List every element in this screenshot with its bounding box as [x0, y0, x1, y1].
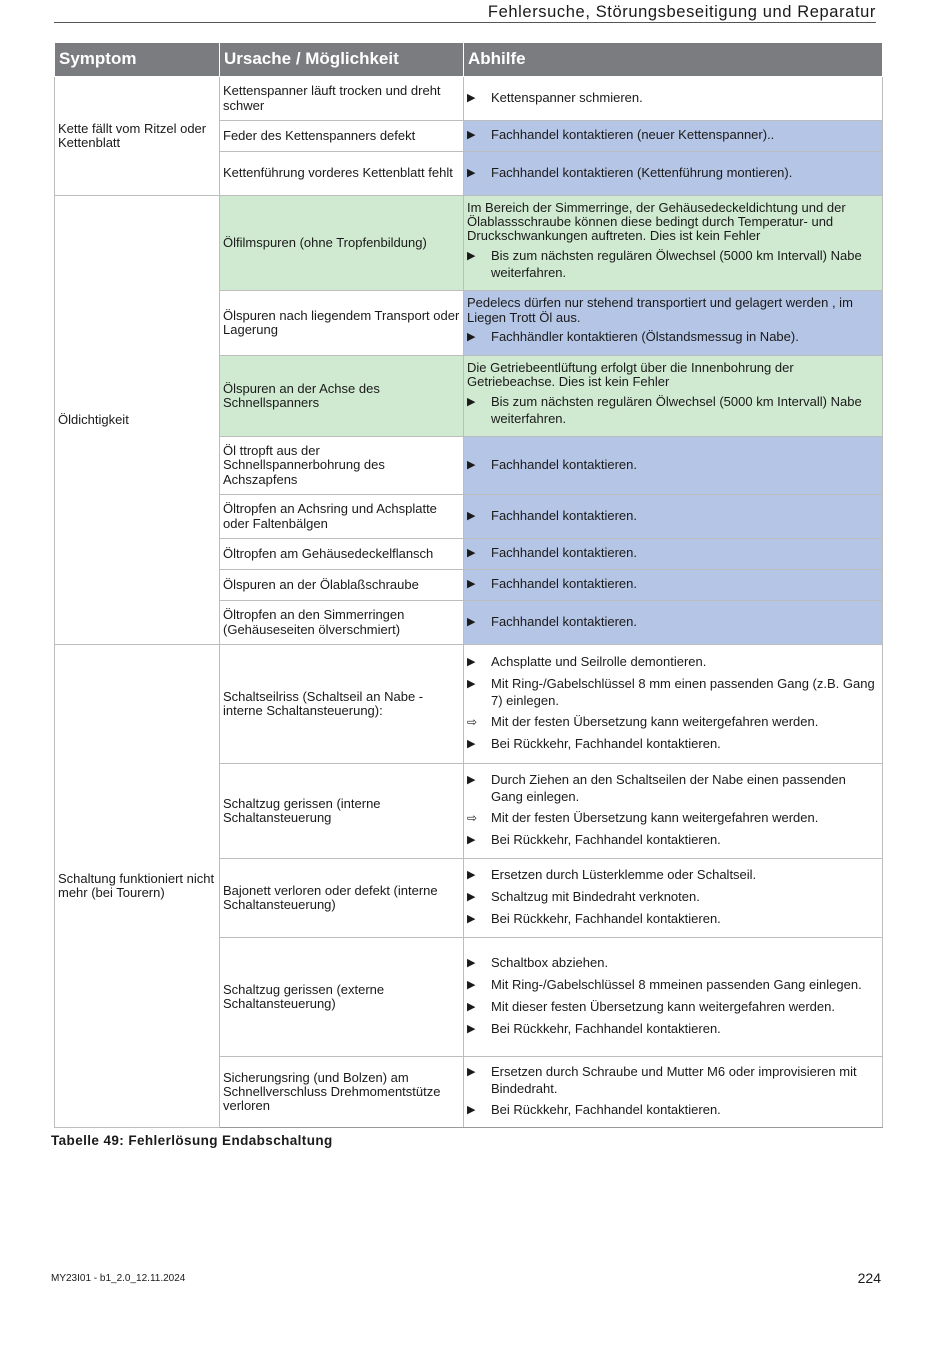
- result-arrow-icon: ⇨: [467, 811, 478, 826]
- troubleshooting-table: [54, 42, 883, 1128]
- remedy-step: ▶ Mit dieser festen Übersetzung kann weitergefahren werden.: [467, 999, 835, 1014]
- cause-cell: Kettenspanner läuft trocken und dreht schwer: [220, 77, 464, 121]
- remedy-step: ▶ Bis zum nächsten regulären Ölwechsel (5000 km Intervall) Nabe weiterfahren.: [467, 393, 862, 426]
- bullet-arrow-icon: ▶: [467, 547, 476, 559]
- bullet-arrow-icon: ▶: [467, 395, 476, 408]
- page-number: 224: [857, 1270, 881, 1286]
- remedy-step: ▶ Fachhandel kontaktieren (Kettenführung montieren).: [467, 164, 793, 180]
- remedy-step: ▶ Bis zum nächsten regulären Ölwechsel (5000 km Intervall) Nabe weiterfahren.: [467, 247, 862, 280]
- cause-cell: Kettenführung vorderes Kettenblatt fehlt: [220, 152, 464, 196]
- remedy-note: Pedelecs dürfen nur stehend transportiert und gelagert werden , im Liegen Trott Öl aus.: [467, 295, 853, 325]
- bullet-arrow-icon: ▶: [467, 869, 476, 881]
- bullet-arrow-icon: ▶: [467, 1001, 476, 1013]
- remedy-cell: [464, 152, 883, 196]
- remedy-step: ▶ Fachhandel kontaktieren.: [467, 456, 637, 472]
- symptom-cell: Schaltung funktioniert nicht mehr (bei Tourern): [55, 645, 220, 1128]
- table-header-row: [55, 43, 883, 77]
- remedy-note: Die Getriebeentlüftung erfolgt über die Innenbohrung der Getriebeachse. Dies ist kein Fehler: [467, 360, 794, 390]
- remedy-step: ▶ Bei Rückkehr, Fachhandel kontaktieren.: [467, 1021, 721, 1036]
- remedy-cell: [464, 356, 883, 437]
- table-caption: Tabelle 49: Fehlerlösung Endabschaltung: [51, 1133, 333, 1148]
- table-row: [55, 77, 883, 121]
- remedy-result: ⇨ Mit der festen Übersetzung kann weitergefahren werden.: [467, 714, 819, 730]
- bullet-arrow-icon: ▶: [467, 677, 476, 690]
- bullet-arrow-icon: ▶: [467, 913, 476, 925]
- cause-cell: Bajonett verloren oder defekt (interne Schaltansteuerung): [220, 859, 464, 938]
- bullet-arrow-icon: ▶: [467, 509, 476, 522]
- remedy-cell: [464, 570, 883, 601]
- remedy-cell: [464, 601, 883, 645]
- cause-cell: Öltropfen an Achsring und Achsplatte oder Faltenbälgen: [220, 495, 464, 539]
- remedy-step: ▶ Fachhandel kontaktieren.: [467, 507, 637, 523]
- bullet-arrow-icon: ▶: [467, 891, 476, 903]
- bullet-arrow-icon: ▶: [467, 773, 476, 786]
- bullet-arrow-icon: ▶: [467, 91, 476, 104]
- bullet-arrow-icon: ▶: [467, 655, 476, 668]
- column-header-cause: Ursache / Möglichkeit: [220, 43, 464, 77]
- remedy-cell: [464, 437, 883, 495]
- remedy-step: ▶ Bei Rückkehr, Fachhandel kontaktieren.: [467, 911, 721, 926]
- bullet-arrow-icon: ▶: [467, 1023, 476, 1035]
- bullet-arrow-icon: ▶: [467, 834, 476, 847]
- remedy-step: ▶ Fachhandel kontaktieren.: [467, 545, 637, 560]
- remedy-step: ▶ Bei Rückkehr, Fachhandel kontaktieren.: [467, 832, 721, 848]
- cause-cell: Ölspuren an der Achse des Schnellspanners: [220, 356, 464, 437]
- cause-cell: Ölspuren an der Ölablaßschraube: [220, 570, 464, 601]
- symptom-cell: Kette fällt vom Ritzel oder Kettenblatt: [55, 77, 220, 196]
- column-header-remedy: Abhilfe: [464, 43, 883, 77]
- bullet-arrow-icon: ▶: [467, 458, 476, 471]
- remedy-step: ▶ Fachhändler kontaktieren (Ölstandsmessug in Nabe).: [467, 328, 799, 344]
- remedy-step: ▶ Mit Ring-/Gabelschlüssel 8 mmeinen passenden Gang einlegen.: [467, 977, 862, 992]
- cause-cell: Ölspuren nach liegendem Transport oder Lagerung: [220, 291, 464, 356]
- remedy-cell: [464, 1057, 883, 1128]
- remedy-step: ▶ Mit Ring-/Gabelschlüssel 8 mm einen passenden Gang (z.B. Gang 7) einlegen.: [467, 675, 875, 708]
- header-divider: [54, 22, 876, 23]
- page-header-title: Fehlersuche, Störungsbeseitigung und Reparatur: [487, 3, 876, 21]
- remedy-cell: [464, 77, 883, 121]
- cause-cell: Öltropfen an den Simmerringen (Gehäuseseiten ölverschmiert): [220, 601, 464, 645]
- bullet-arrow-icon: ▶: [467, 578, 476, 590]
- remedy-step: ▶ Bei Rückkehr, Fachhandel kontaktieren.: [467, 1102, 721, 1118]
- document-id: MY23I01 - b1_2.0_12.11.2024: [51, 1273, 186, 1284]
- remedy-cell: [464, 645, 883, 764]
- remedy-step: ▶ Schaltzug mit Bindedraht verknoten.: [467, 889, 700, 904]
- cause-cell: Schaltseilriss (Schaltseil an Nabe - interne Schaltansteuerung):: [220, 645, 464, 764]
- bullet-arrow-icon: ▶: [467, 979, 476, 991]
- remedy-result: ⇨ Mit der festen Übersetzung kann weitergefahren werden.: [467, 810, 819, 826]
- bullet-arrow-icon: ▶: [467, 615, 476, 628]
- remedy-step: ▶ Fachhandel kontaktieren.: [467, 576, 637, 591]
- remedy-cell: [464, 121, 883, 152]
- remedy-step: ▶ Fachhandel kontaktieren (neuer Kettenspanner)..: [467, 127, 775, 142]
- bullet-arrow-icon: ▶: [467, 330, 476, 343]
- cause-cell: Sicherungsring (und Bolzen) am Schnellverschluss Drehmomentstütze verloren: [220, 1057, 464, 1128]
- remedy-cell: [464, 859, 883, 938]
- bullet-arrow-icon: ▶: [467, 1104, 476, 1117]
- table-row: [55, 196, 883, 291]
- symptom-cell: Öldichtigkeit: [55, 196, 220, 645]
- remedy-step: ▶ Bei Rückkehr, Fachhandel kontaktieren.: [467, 736, 721, 752]
- remedy-step: ▶ Achsplatte und Seilrolle demontieren.: [467, 653, 707, 669]
- remedy-cell: [464, 495, 883, 539]
- bullet-arrow-icon: ▶: [467, 738, 476, 751]
- remedy-step: ▶ Durch Ziehen an den Schaltseilen der Nabe einen passenden Gang einlegen.: [467, 771, 846, 804]
- cause-cell: Schaltzug gerissen (externe Schaltansteuerung): [220, 938, 464, 1057]
- remedy-cell: [464, 196, 883, 291]
- cause-cell: Öltropfen am Gehäusedeckelflansch: [220, 539, 464, 570]
- cause-cell: Schaltzug gerissen (interne Schaltansteuerung: [220, 764, 464, 859]
- remedy-step: ▶ Kettenspanner schmieren.: [467, 89, 643, 105]
- remedy-cell: [464, 539, 883, 570]
- remedy-cell: [464, 764, 883, 859]
- remedy-cell: [464, 291, 883, 356]
- cause-cell: Feder des Kettenspanners defekt: [220, 121, 464, 152]
- bullet-arrow-icon: ▶: [467, 1065, 476, 1078]
- remedy-step: ▶ Schaltbox abziehen.: [467, 955, 609, 970]
- bullet-arrow-icon: ▶: [467, 957, 476, 969]
- remedy-step: ▶ Ersetzen durch Schraube und Mutter M6 oder improvisieren mit Bindedraht.: [467, 1063, 857, 1096]
- bullet-arrow-icon: ▶: [467, 129, 476, 141]
- bullet-arrow-icon: ▶: [467, 166, 476, 179]
- bullet-arrow-icon: ▶: [467, 249, 476, 262]
- cause-cell: Ölfilmspuren (ohne Tropfenbildung): [220, 196, 464, 291]
- remedy-cell: [464, 938, 883, 1057]
- remedy-note: Im Bereich der Simmerringe, der Gehäusedeckeldichtung und der Ölablassschraube können diese bedingt durch Temperatur- und Druckschwankungen auftreten. Dies ist kein Fehler: [467, 199, 846, 244]
- column-header-symptom: Symptom: [55, 43, 220, 77]
- cause-cell: Öl ttropft aus der Schnellspannerbohrung des Achszapfens: [220, 437, 464, 495]
- result-arrow-icon: ⇨: [467, 715, 478, 730]
- remedy-step: ▶ Fachhandel kontaktieren.: [467, 613, 637, 629]
- table-row: [55, 645, 883, 764]
- remedy-step: ▶ Ersetzen durch Lüsterklemme oder Schaltseil.: [467, 867, 757, 882]
